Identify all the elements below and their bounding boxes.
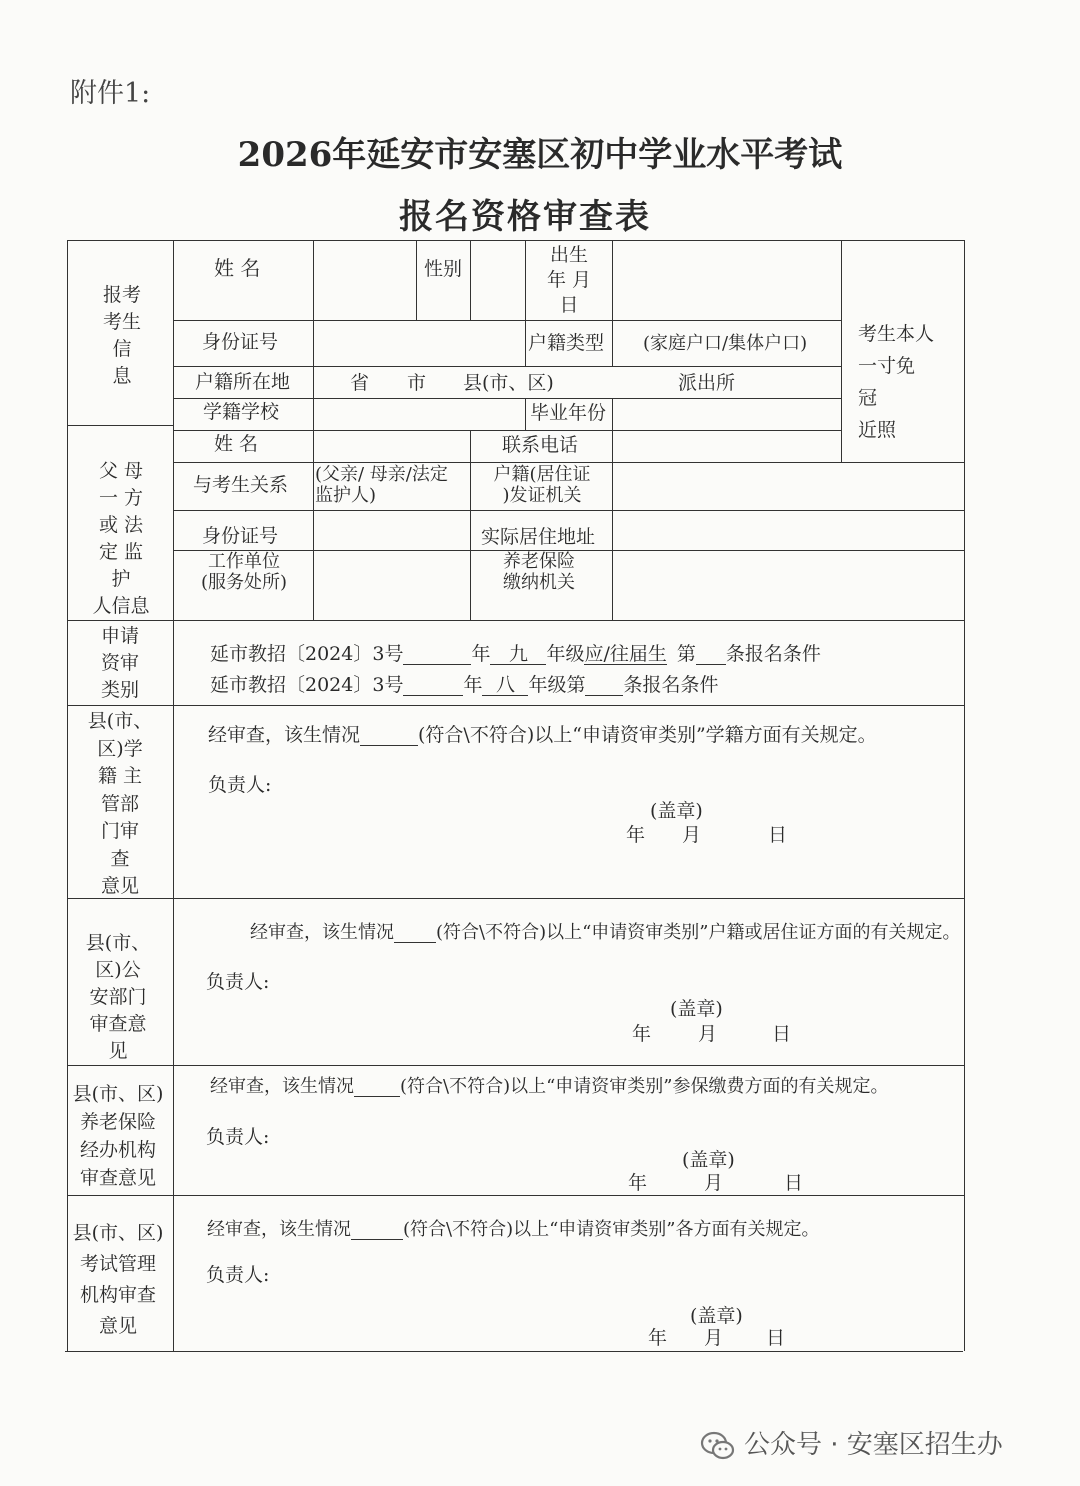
category-line-1 bbox=[210, 645, 821, 665]
review-exam-statement bbox=[207, 1221, 820, 1240]
review-pension-statement bbox=[210, 1078, 889, 1097]
review-school-seal: (盖章) bbox=[650, 800, 703, 822]
police-station-label: 派出所 bbox=[678, 372, 736, 394]
wechat-icon bbox=[700, 1431, 736, 1461]
watermark bbox=[700, 1424, 1003, 1461]
category-line-1-prefix: 延市教招〔2024〕3号 bbox=[210, 643, 404, 665]
guardian-section-label: 父 母 一 方 或 法 定 监 护 人信息 bbox=[92, 460, 150, 617]
category-line-2-prefix: 延市教招〔2024〕3号 bbox=[210, 674, 404, 696]
category-line-1-status: 应/往届生 bbox=[584, 643, 667, 665]
guardian-id-label: 身份证号 bbox=[202, 525, 279, 547]
review-pension-result-blank[interactable] bbox=[354, 1078, 400, 1097]
category-line-2-grade: 八 bbox=[482, 676, 528, 696]
annex-label: 附件1: bbox=[70, 78, 151, 109]
review-police-statement-prefix: 经审查，该生情况 bbox=[250, 922, 394, 943]
category-line-2-item-blank[interactable] bbox=[585, 676, 623, 696]
review-exam-month: 月 bbox=[704, 1327, 724, 1349]
review-police-person-label: 负责人: bbox=[206, 971, 270, 993]
guardian-address-label: 实际居住地址 bbox=[481, 526, 596, 548]
review-police-result-blank[interactable] bbox=[394, 924, 436, 943]
category-line-2-year-blank[interactable] bbox=[403, 676, 463, 696]
applicant-gender-label: 性别 bbox=[424, 258, 463, 280]
hukou-type-label: 户籍类型 bbox=[528, 332, 605, 354]
guardian-hukou-authority-field[interactable] bbox=[615, 465, 962, 508]
review-exam-section-label: 县(市、区) 考试管理 机构审查 意见 bbox=[72, 1222, 164, 1337]
category-line-1-year-blank[interactable] bbox=[403, 645, 471, 665]
review-police-month: 月 bbox=[698, 1023, 718, 1045]
form-subtitle: 报名资格审查表 bbox=[399, 197, 651, 237]
guardian-name-label: 姓 名 bbox=[214, 433, 259, 455]
review-police-section-label: 县(市、 区)公 安部门 审查意 见 bbox=[85, 932, 151, 1062]
review-school-section-label: 县(市、 区)学 籍 主 管部 门审 查 意见 bbox=[87, 710, 153, 897]
review-police-statement-suffix: (符合\不符合)以上“申请资审类别”户籍或居住证方面的有关规定。 bbox=[436, 922, 961, 943]
review-police-seal: (盖章) bbox=[670, 998, 723, 1020]
category-line-2-year-suffix: 年 bbox=[463, 674, 483, 696]
review-school-statement bbox=[208, 726, 877, 746]
hukou-location-label: 户籍所在地 bbox=[195, 371, 291, 393]
watermark-text: 公众号 · 安塞区招生办 bbox=[744, 1430, 1003, 1460]
applicant-id-field[interactable] bbox=[316, 323, 523, 364]
review-school-statement-suffix: (符合\不符合)以上“申请资审类别”学籍方面有关规定。 bbox=[418, 724, 877, 746]
guardian-phone-label: 联系电话 bbox=[502, 434, 579, 456]
category-line-1-year-suffix: 年 bbox=[471, 643, 491, 665]
hukou-city-label: 市 bbox=[407, 372, 427, 394]
review-exam-seal: (盖章) bbox=[690, 1305, 743, 1327]
review-pension-year: 年 bbox=[628, 1172, 648, 1194]
review-school-year: 年 bbox=[626, 824, 646, 846]
review-police-day: 日 bbox=[772, 1023, 792, 1045]
guardian-id-field[interactable] bbox=[316, 513, 468, 548]
applicant-birth-label: 出生 年 月 日 bbox=[546, 244, 592, 316]
category-line-1-item-prefix: 第 bbox=[676, 643, 696, 665]
photo-placeholder-label: 考生本人 一寸免 冠 近照 bbox=[858, 323, 935, 441]
category-line-2 bbox=[210, 676, 719, 696]
guardian-work-label: 工作单位 (服务处所) bbox=[200, 551, 288, 593]
review-exam-statement-suffix: (符合\不符合)以上“申请资审类别”各方面有关规定。 bbox=[403, 1219, 820, 1240]
category-line-1-grade-suffix: 年级 bbox=[546, 643, 585, 665]
category-line-1-grade: 九 bbox=[490, 645, 546, 665]
category-line-1-item-suffix: 条报名条件 bbox=[725, 643, 821, 665]
hukou-province-label: 省 bbox=[350, 372, 370, 394]
applicant-name-label: 姓 名 bbox=[214, 256, 261, 280]
review-school-person-label: 负责人: bbox=[208, 774, 272, 796]
review-pension-day: 日 bbox=[784, 1172, 804, 1194]
applicant-section-label: 报考 考生 信 息 bbox=[102, 284, 141, 387]
applicant-id-label: 身份证号 bbox=[202, 331, 279, 353]
review-school-day: 日 bbox=[768, 824, 788, 846]
applicant-gender-field[interactable] bbox=[473, 243, 523, 318]
guardian-hukou-authority-label: 户籍(居住证 )发证机关 bbox=[493, 464, 591, 506]
school-field[interactable] bbox=[316, 401, 523, 428]
hukou-type-options[interactable]: (家庭户口/集体户口) bbox=[643, 333, 808, 354]
grad-year-label: 毕业年份 bbox=[530, 402, 607, 424]
review-exam-day: 日 bbox=[766, 1327, 786, 1349]
guardian-pension-label: 养老保险 缴纳机关 bbox=[503, 551, 575, 593]
guardian-pension-field[interactable] bbox=[615, 553, 962, 618]
review-school-statement-prefix: 经审查，该生情况 bbox=[208, 724, 361, 746]
review-school-month: 月 bbox=[682, 824, 702, 846]
review-pension-month: 月 bbox=[704, 1172, 724, 1194]
guardian-relation-options[interactable]: (父亲/ 母亲/法定 监护人) bbox=[315, 464, 448, 506]
category-line-2-grade-suffix: 年级第 bbox=[528, 674, 586, 696]
review-exam-result-blank[interactable] bbox=[351, 1221, 403, 1240]
review-exam-year: 年 bbox=[648, 1327, 668, 1349]
applicant-name-field[interactable] bbox=[316, 243, 414, 318]
review-exam-person-label: 负责人: bbox=[206, 1264, 270, 1286]
review-school-result-blank[interactable] bbox=[360, 726, 418, 746]
grad-year-field[interactable] bbox=[615, 401, 839, 428]
review-police-statement bbox=[250, 924, 961, 943]
hukou-county-label: 县(市、区) bbox=[463, 372, 554, 394]
review-exam-statement-prefix: 经审查，该生情况 bbox=[207, 1219, 351, 1240]
applicant-birth-field[interactable] bbox=[615, 243, 839, 318]
guardian-work-field[interactable] bbox=[316, 553, 468, 618]
guardian-address-field[interactable] bbox=[615, 513, 962, 548]
guardian-phone-field[interactable] bbox=[615, 433, 839, 460]
guardian-relation-label: 与考生关系 bbox=[193, 474, 289, 496]
review-pension-section-label: 县(市、区) 养老保险 经办机构 审查意见 bbox=[72, 1083, 164, 1189]
review-police-year: 年 bbox=[632, 1023, 652, 1045]
form-title: 2026年延安市安塞区初中学业水平考试 bbox=[237, 135, 843, 175]
review-pension-statement-suffix: (符合\不符合)以上“申请资审类别”参保缴费方面的有关规定。 bbox=[400, 1076, 889, 1097]
category-line-2-item-suffix: 条报名条件 bbox=[623, 674, 719, 696]
review-pension-person-label: 负责人: bbox=[206, 1126, 270, 1148]
school-label: 学籍学校 bbox=[203, 401, 280, 423]
guardian-name-field[interactable] bbox=[316, 433, 468, 460]
review-pension-seal: (盖章) bbox=[682, 1149, 735, 1171]
review-pension-statement-prefix: 经审查，该生情况 bbox=[210, 1076, 354, 1097]
category-section-label: 申请 资审 类别 bbox=[100, 625, 139, 701]
category-line-1-item-blank[interactable] bbox=[696, 645, 726, 665]
